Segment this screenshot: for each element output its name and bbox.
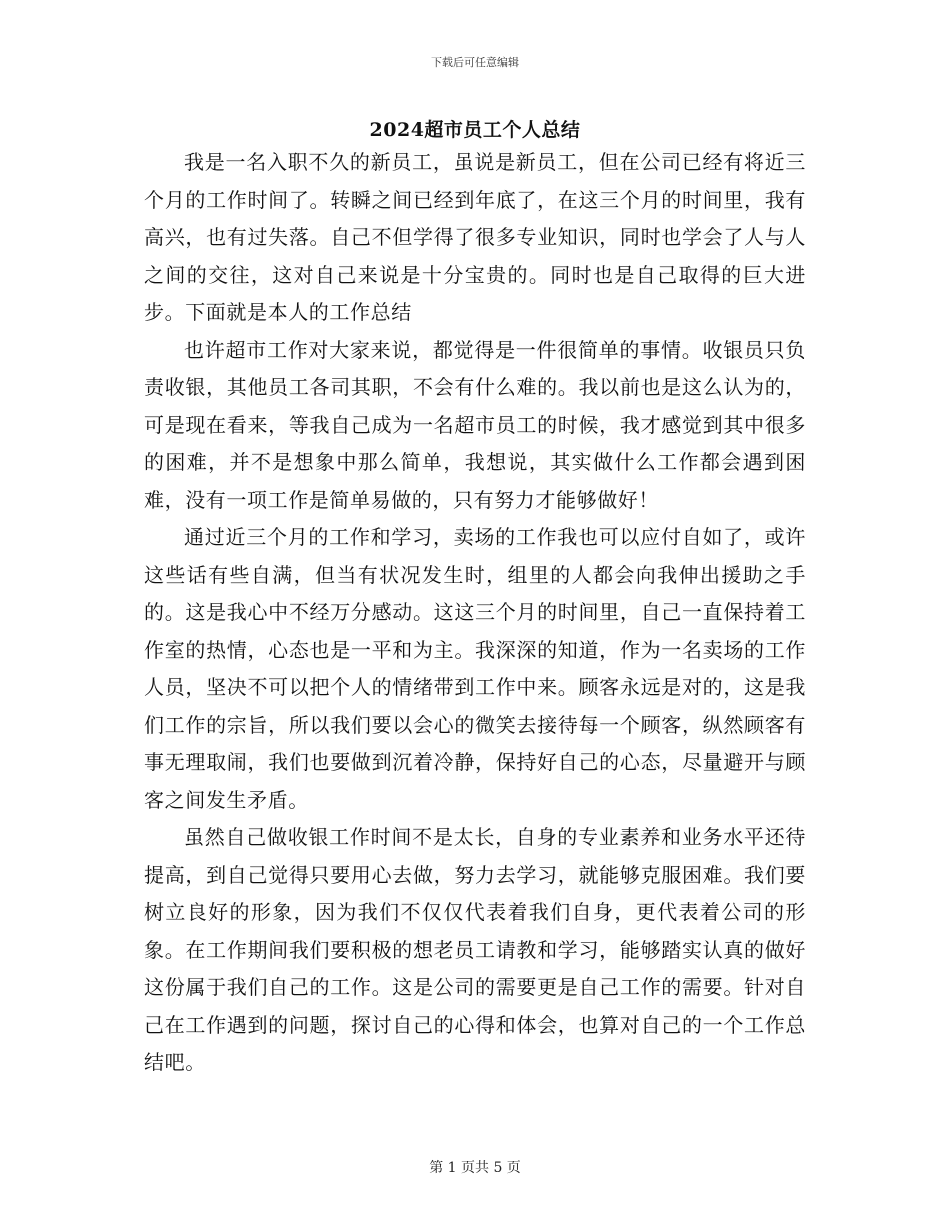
document-body xyxy=(144,144,806,1082)
paragraph-1: 我是一名入职不久的新员工，虽说是新员工，但在公司已经有将近三个月的工作时间了。转瞬之间已经到年底了，在这三个月的时间里，我有高兴，也有过失落。自己不但学得了很多专业知识，同时也学会了人与人之间的交往，这对自己来说是十分宝贵的。同时也是自己取得的巨大进步。下面就是本人的工作总结 xyxy=(144,150,806,324)
paragraph-2: 也许超市工作对大家来说，都觉得是一件很简单的事情。收银员只负责收银，其他员工各司其职，不会有什么难的。我以前也是这么认为的，可是现在看来，等我自己成为一名超市员工的时候，我才感觉到其中很多的困难，并不是想象中那么简单，我想说，其实做什么工作都会遇到困难，没有一项工作是简单易做的，只有努力才能够做好！ xyxy=(144,337,806,512)
paragraph-4: 虽然自己做收银工作时间不是太长，自身的专业素养和业务水平还待提高，到自己觉得只要用心去做，努力去学习，就能够克服困难。我们要树立良好的形象，因为我们不仅仅代表着我们自身，更代表着公司的形象。在工作期间我们要积极的想老员工请教和学习，能够踏实认真的做好这份属于我们自己的工作。这是公司的需要更是自己工作的需要。针对自己在工作遇到的问题，探讨自己的心得和体会，也算对自己的一个工作总结吧。 xyxy=(144,825,806,1074)
page-footer: 第 1 页共 5 页 xyxy=(429,1160,521,1176)
header-note: 下载后可任意编辑 xyxy=(431,56,519,69)
paragraph-3: 通过近三个月的工作和学习，卖场的工作我也可以应付自如了，或许这些话有些自满，但当有状况发生时，组里的人都会向我伸出援助之手的。这是我心中不经万分感动。这这三个月的时间里，自己一直保持着工作室的热情，心态也是一平和为主。我深深的知道，作为一名卖场的工作人员，坚决不可以把个人的情绪带到工作中来。顾客永远是对的，这是我们工作的宗旨，所以我们要以会心的微笑去接待每一个顾客，纵然顾客有事无理取闹，我们也要做到沉着冷静，保持好自己的心态，尽量避开与顾客之间发生矛盾。 xyxy=(144,525,806,812)
document-title: 2024超市员工个人总结 xyxy=(369,119,581,141)
